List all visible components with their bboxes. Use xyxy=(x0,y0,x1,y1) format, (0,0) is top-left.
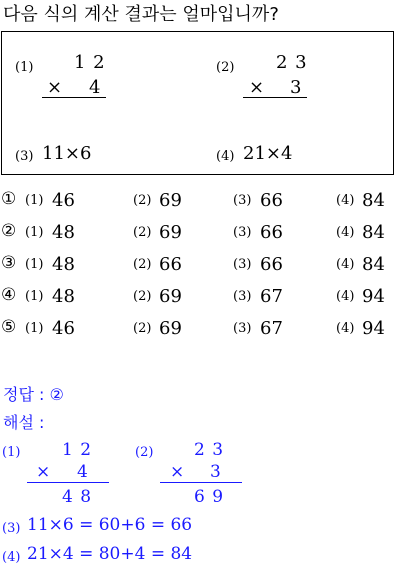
choice-item-value: 48 xyxy=(52,222,75,243)
solution-1-top: 1 2 xyxy=(62,440,93,460)
solution-label: 해설 : xyxy=(3,413,45,432)
choice-item-label: (4) xyxy=(336,193,355,208)
choice-item-label: (3) xyxy=(233,289,252,304)
choice-marker[interactable]: ② xyxy=(1,221,17,241)
choice-item-label: (1) xyxy=(25,321,44,336)
choice-item-value: 66 xyxy=(260,254,283,275)
problem-1-rule xyxy=(42,97,106,98)
choice-item-value: 46 xyxy=(52,190,75,211)
solution-3-text: 11×6 = 60+6 = 66 xyxy=(27,515,193,535)
problem-2-top: 2 3 xyxy=(276,52,308,73)
choice-item-value: 84 xyxy=(362,190,385,211)
choice-marker[interactable]: ⑤ xyxy=(1,317,17,337)
solution-2-result: 6 9 xyxy=(194,487,225,507)
choice-item-label: (3) xyxy=(233,193,252,208)
choice-item-label: (2) xyxy=(133,225,152,240)
solution-2-rule xyxy=(160,482,242,483)
choice-item-label: (2) xyxy=(133,289,152,304)
solution-3-label: (3) xyxy=(2,521,21,536)
solution-1-result: 4 8 xyxy=(62,487,93,507)
choice-item-label: (4) xyxy=(336,289,355,304)
choice-item-label: (1) xyxy=(25,257,44,272)
solution-4-text: 21×4 = 80+4 = 84 xyxy=(27,544,193,564)
choice-item-label: (1) xyxy=(25,225,44,240)
choice-item-label: (3) xyxy=(233,321,252,336)
choice-item-label: (4) xyxy=(336,225,355,240)
problem-1-label: (1) xyxy=(15,60,34,75)
problem-2-rule xyxy=(243,97,307,98)
choice-item-value: 46 xyxy=(52,318,75,339)
choice-marker[interactable]: ④ xyxy=(1,285,17,305)
choice-item-value: 69 xyxy=(159,222,182,243)
choice-item-value: 48 xyxy=(52,254,75,275)
problem-2-bottom: 3 xyxy=(290,77,303,98)
problem-2-op: × xyxy=(249,77,266,98)
choice-item-value: 69 xyxy=(159,318,182,339)
solution-1-rule xyxy=(27,482,109,483)
problem-3-label: (3) xyxy=(15,149,34,164)
choice-item-label: (3) xyxy=(233,225,252,240)
choice-item-label: (3) xyxy=(233,257,252,272)
choice-item-label: (4) xyxy=(336,257,355,272)
solution-1-op: × xyxy=(36,462,51,482)
answer-label: 정답 : ② xyxy=(3,385,64,404)
solution-2-bottom: 3 xyxy=(210,462,221,482)
problem-2-label: (2) xyxy=(216,60,235,75)
choice-item-value: 94 xyxy=(362,318,385,339)
choice-item-value: 67 xyxy=(260,286,283,307)
choice-item-value: 48 xyxy=(52,286,75,307)
choice-item-label: (1) xyxy=(25,193,44,208)
choice-item-label: (1) xyxy=(25,289,44,304)
problem-1-bottom: 4 xyxy=(89,77,102,98)
problem-1-op: × xyxy=(47,77,64,98)
solution-2-op: × xyxy=(170,462,185,482)
problem-3-expr: 11×6 xyxy=(42,143,92,164)
choice-item-value: 66 xyxy=(260,222,283,243)
choice-item-label: (4) xyxy=(336,321,355,336)
solution-2-top: 2 3 xyxy=(194,440,225,460)
solution-2-label: (2) xyxy=(135,445,154,460)
choice-item-value: 66 xyxy=(159,254,182,275)
choice-item-value: 66 xyxy=(260,190,283,211)
choice-item-value: 94 xyxy=(362,286,385,307)
choice-marker[interactable]: ③ xyxy=(1,253,17,273)
choice-item-value: 67 xyxy=(260,318,283,339)
choice-marker[interactable]: ① xyxy=(1,189,17,209)
solution-4-label: (4) xyxy=(2,550,21,565)
problem-4-label: (4) xyxy=(216,149,235,164)
solution-1-label: (1) xyxy=(2,445,21,460)
choice-item-value: 69 xyxy=(159,286,182,307)
problem-4-expr: 21×4 xyxy=(243,143,293,164)
solution-1-bottom: 4 xyxy=(77,462,88,482)
problem-1-top: 1 2 xyxy=(74,52,106,73)
choice-item-label: (2) xyxy=(133,321,152,336)
question-title: 다음 식의 계산 결과는 얼마입니까? xyxy=(3,4,279,25)
choice-item-value: 69 xyxy=(159,190,182,211)
choice-item-value: 84 xyxy=(362,222,385,243)
choice-item-label: (2) xyxy=(133,257,152,272)
choice-item-value: 84 xyxy=(362,254,385,275)
choice-item-label: (2) xyxy=(133,193,152,208)
